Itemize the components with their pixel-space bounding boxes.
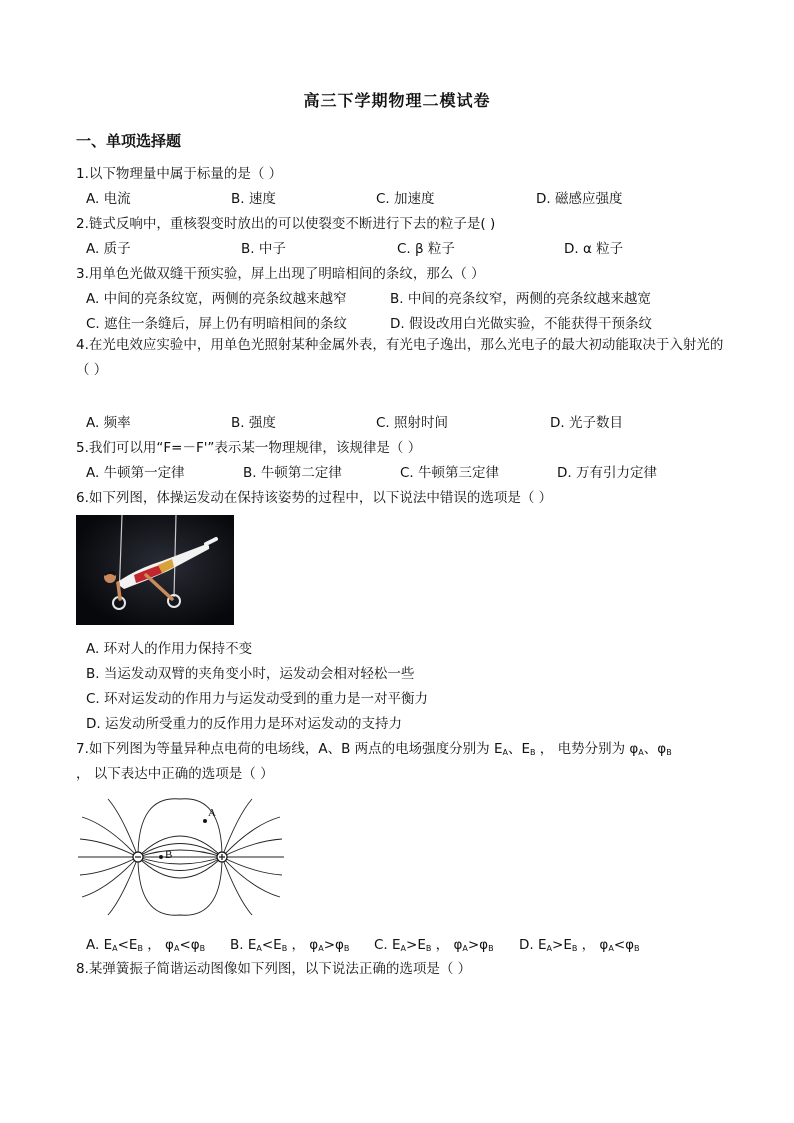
option-c: C. 牛顿第三定律 bbox=[400, 465, 500, 481]
option-d: D. 运发动所受重力的反作用力是环对运发动的支持力 bbox=[86, 716, 402, 732]
question-2: 2.链式反响中，重核裂变时放出的可以使裂变不断进行下去的粒子是( ) bbox=[76, 216, 496, 232]
option-c: C. β 粒子 bbox=[397, 241, 455, 257]
option-d: D. $E_A>E_B$ ， $\varphi_A<\varphi_B$ bbox=[519, 937, 640, 953]
point-b-label: B bbox=[165, 849, 173, 861]
section-heading: 一、单项选择题 bbox=[76, 132, 182, 150]
option-b: B. 强度 bbox=[231, 415, 276, 431]
question-6: 6.如下列图，体操运发动在保持该姿势的过程中，以下说法中错误的选项是（ ） bbox=[76, 490, 553, 506]
option-c: C. 环对运发动的作用力与运发动受到的重力是一对平衡力 bbox=[86, 691, 429, 707]
option-a: A. 牛顿第一定律 bbox=[86, 465, 185, 481]
question-2-options bbox=[86, 237, 766, 257]
option-b: B. 牛顿第二定律 bbox=[243, 465, 342, 481]
option-b: B. 中间的亮条纹窄，两侧的亮条纹越来越宽 bbox=[390, 291, 651, 307]
option-a: A. 频率 bbox=[86, 415, 131, 431]
question-5: 5.我们可以用“F=－F'”表示某一物理规律，该规律是（ ） bbox=[76, 440, 422, 456]
question-1-options bbox=[86, 187, 766, 207]
option-b: B. 当运发动双臂的夹角变小时，运发动会相对轻松一些 bbox=[86, 666, 415, 682]
option-c: C. $E_A>E_B$ ， $\varphi_A>\varphi_B$ bbox=[374, 937, 494, 953]
option-d: D. α 粒子 bbox=[564, 241, 624, 257]
question-4: 4.在光电效应实验中，用单色光照射某种金属外表，有光电子逸出，那么光电子的最大初动能取决于入射光的（ ） bbox=[76, 337, 724, 378]
question-1: 1.以下物理量中属于标量的是（ ） bbox=[76, 166, 283, 182]
question-7-options bbox=[86, 933, 766, 953]
option-d: D. 万有引力定律 bbox=[557, 465, 657, 481]
option-a: A. 中间的亮条纹宽，两侧的亮条纹越来越窄 bbox=[86, 291, 347, 307]
gymnast-rings-photo bbox=[76, 515, 234, 625]
question-3: 3.用单色光做双缝干预实验，屏上出现了明暗相间的条纹，那么（ ） bbox=[76, 266, 485, 282]
point-a-label: A bbox=[208, 807, 216, 819]
option-d: D. 光子数目 bbox=[550, 415, 623, 431]
page-title: 高三下学期物理二模试卷 bbox=[303, 91, 491, 110]
option-d: D. 磁感应强度 bbox=[536, 191, 623, 207]
question-8: 8.某弹簧振子简谐运动图像如下列图，以下说法正确的选项是（ ） bbox=[76, 961, 472, 977]
option-a: A. 质子 bbox=[86, 241, 131, 257]
option-c: C. 照射时间 bbox=[376, 415, 449, 431]
option-d: D. 假设改用白光做实验，不能获得干预条纹 bbox=[390, 316, 652, 332]
question-5-options bbox=[86, 461, 766, 481]
question-7-line-2: ， 以下表达中正确的选项是（ ） bbox=[76, 766, 274, 782]
option-b: B. 中子 bbox=[241, 241, 286, 257]
question-4-options bbox=[86, 411, 766, 431]
electric-field-diagram bbox=[78, 795, 284, 920]
option-a: A. $E_A<E_B$ ， $\varphi_A<\varphi_B$ bbox=[86, 937, 206, 953]
option-a: A. 电流 bbox=[86, 191, 131, 207]
option-b: B. $E_A<E_B$ ， $\varphi_A>\varphi_B$ bbox=[230, 937, 350, 953]
option-c: C. 加速度 bbox=[376, 191, 435, 207]
option-c: C. 遮住一条缝后，屏上仍有明暗相间的条纹 bbox=[86, 316, 348, 332]
question-7: 7.如下列图为等量异种点电荷的电场线，A、B 两点的电场强度分别为 $E_A$、$E_B$ ， 电势分别为 $\varphi_A$、$\varphi_B$ bbox=[76, 741, 672, 757]
option-b: B. 速度 bbox=[231, 191, 276, 207]
option-a: A. 环对人的作用力保持不变 bbox=[86, 641, 253, 657]
